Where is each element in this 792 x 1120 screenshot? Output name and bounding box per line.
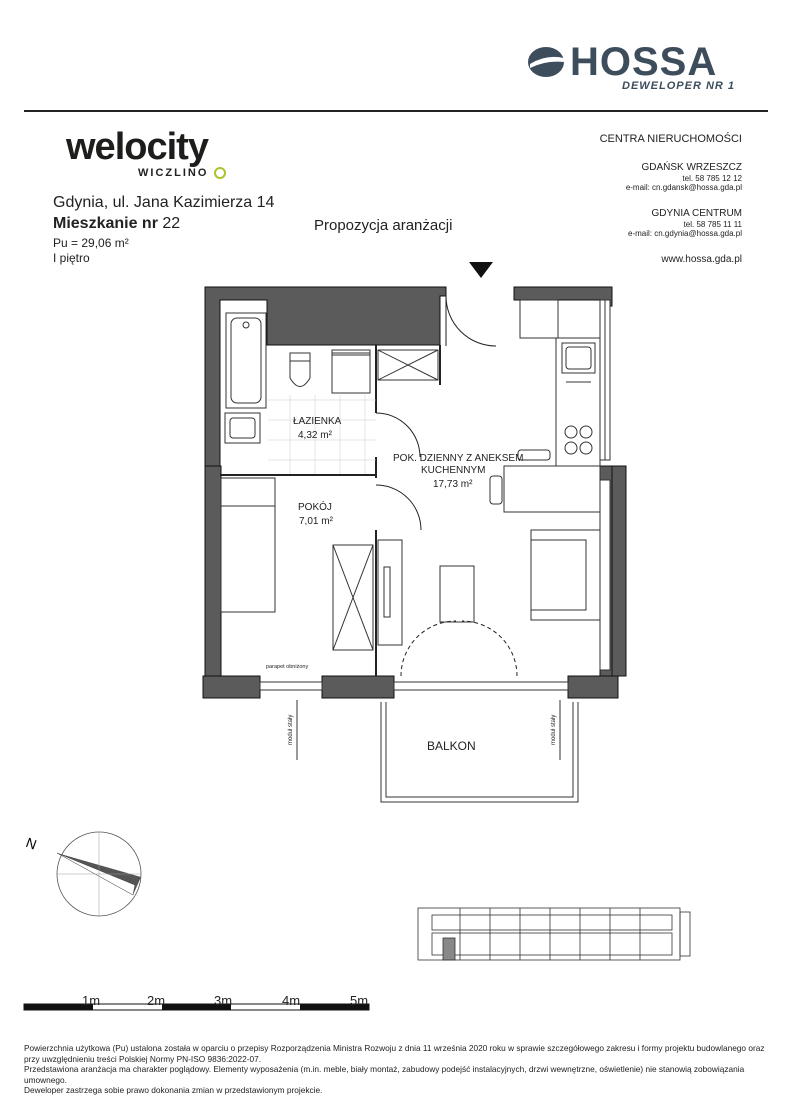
disclaimer-line-1: Powierzchnia użytkowa (Pu) ustalona została w oparciu o przepisy Rozporządzenia Ministra Rozwoju z dnia 11 września 2020 roku w sprawie szczegółowego zakresu i formy projektu budowlanego oraz przy uwzględnieniu treści Polskiej Normy PN-ISO 9836:2022-07. [24, 1043, 765, 1064]
room-area: 7,01 m² [299, 516, 333, 527]
compass [24, 832, 141, 916]
balcony-outline [381, 702, 578, 802]
website-link[interactable]: www.hossa.gda.pl [661, 254, 742, 265]
parapet-note: parapet obniżony [266, 664, 309, 670]
kitchen [490, 300, 600, 512]
room-name: POKÓJ [298, 502, 332, 513]
compass-north-label: N [23, 834, 39, 853]
scale-label-3: 3m [214, 993, 233, 1008]
project-logo-text-1: welo [66, 126, 147, 168]
bathroom-area: 4,32 m² [298, 430, 332, 441]
scale-bar [24, 1004, 369, 1010]
office1-tel: tel. 58 785 12 12 [682, 174, 742, 183]
living-name-2: KUCHENNYM [421, 465, 486, 476]
apartment-area: Pu = 29,06 m² [53, 236, 129, 250]
apartment-number: 22 [162, 215, 181, 232]
scale-label-1: 1m [82, 993, 101, 1008]
disclaimer-line-2: Przedstawiona aranżacja ma charakter poglądowy. Elementy wyposażenia (m.in. meble, biały montaż, zabudowy podejść instalacyjnych, drzwi wewnętrzne, oświetlenie) nie stanowią zobowiązania umownego. [24, 1064, 745, 1085]
key-plan [418, 908, 690, 960]
module-note-left: moduł stały [288, 714, 294, 745]
contact-header: CENTRA NIERUCHOMOŚCI [599, 133, 742, 145]
project-subtitle-text: WICZLINO [138, 167, 209, 179]
scale-label-4: 4m [282, 993, 301, 1008]
office2-tel: tel. 58 785 11 11 [683, 220, 742, 229]
living-name-1: POK. DZIENNY Z ANEKSEM [393, 453, 524, 464]
scale-label-2: 2m [147, 993, 166, 1008]
bathroom-name: ŁAZIENKA [293, 416, 342, 427]
key-plan-highlight [443, 938, 455, 960]
scale-label-5: 5m [350, 993, 369, 1008]
office1-name: GDAŃSK WRZESZCZ [641, 162, 742, 173]
hossa-name: HOSSA [570, 40, 718, 84]
bedroom-furniture [221, 478, 373, 650]
office1-email: e-mail: cn.gdansk@hossa.gda.pl [625, 183, 742, 192]
project-logo-text-2: city [146, 126, 208, 168]
apartment-title-label: Mieszkanie nr [53, 215, 158, 232]
address: Gdynia, ul. Jana Kazimierza 14 [53, 194, 275, 211]
disclaimer [24, 1043, 769, 1096]
windows [260, 300, 610, 690]
office2-name: GDYNIA CENTRUM [651, 208, 742, 219]
balcony-name: BALKON [427, 739, 476, 753]
living-furniture [378, 530, 601, 645]
module-note-right: moduł stały [551, 714, 557, 745]
office2-email: e-mail: cn.gdynia@hossa.gda.pl [628, 229, 742, 238]
arrangement-proposal-label: Propozycja aranżacji [314, 217, 453, 234]
hossa-subtitle: DEWELOPER NR 1 [622, 80, 736, 92]
apartment-floor: I piętro [53, 251, 90, 265]
living-area: 17,73 m² [433, 479, 473, 490]
entrance-arrow-icon [469, 262, 493, 278]
disclaimer-line-3: Deweloper zastrzega sobie prawo dokonania zmian w przedstawionym projekcie. [24, 1085, 323, 1095]
